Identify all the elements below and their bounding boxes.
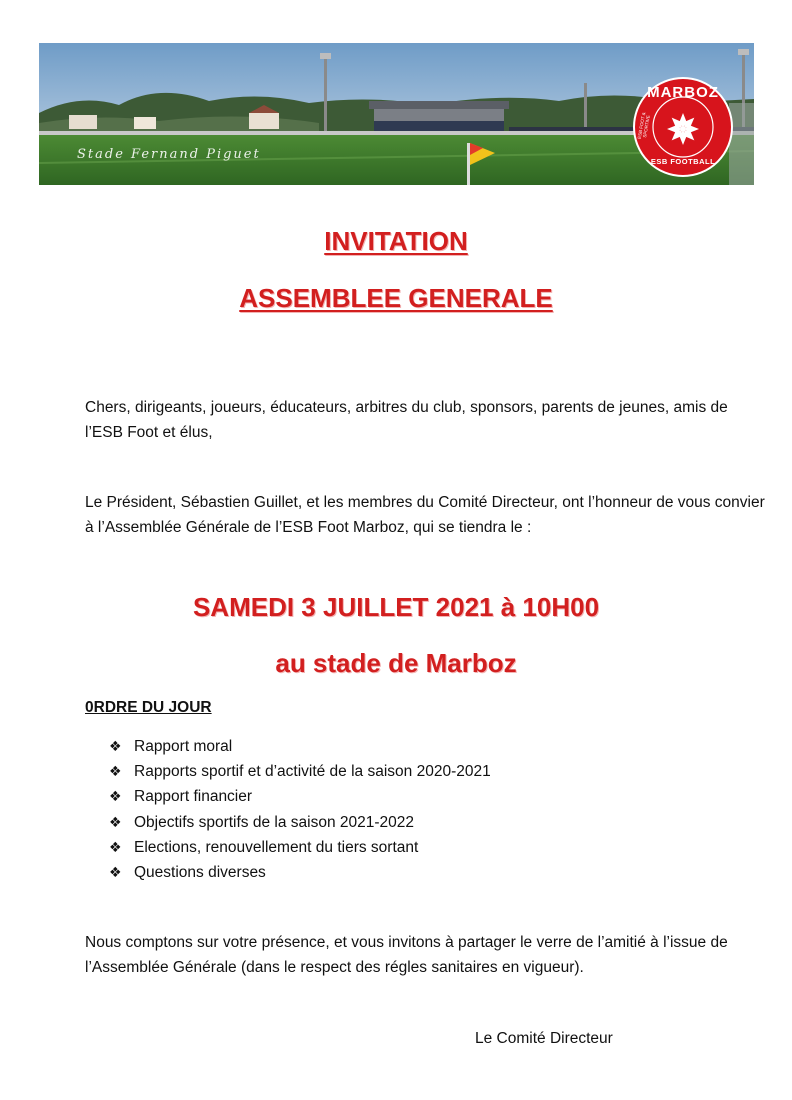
agenda-item-label: Rapports sportif et d’activité de la saison 2020-2021 [134, 763, 491, 781]
agenda-item-label: Questions diverses [134, 864, 266, 882]
logo-ring-text: ESB FOOT & SPORTIVE [636, 111, 651, 140]
diamond-bullet-icon: ❖ [109, 864, 122, 881]
stadium-banner [39, 43, 754, 185]
signature: Le Comité Directeur [475, 1030, 613, 1047]
diamond-bullet-icon: ❖ [109, 763, 122, 780]
invitation-title: INVITATION [324, 226, 468, 256]
logo-name: MARBOZ [647, 84, 719, 101]
diamond-bullet-icon: ❖ [109, 738, 122, 754]
diamond-bullet-icon: ❖ [109, 788, 122, 805]
list-item [109, 835, 491, 860]
closing-paragraph: Nous comptons sur votre présence, et vous invitons à partager le verre de l’amitié à l’issue de l’Assemblée Générale (dans le respect des régles sanitaires en vigueur). [85, 934, 728, 976]
logo-subtitle: ESB FOOTBALL [650, 157, 716, 166]
agenda-item-label: Rapport financier [134, 788, 253, 806]
event-date: SAMEDI 3 JUILLET 2021 à 10H00 [192, 592, 600, 622]
greeting-paragraph: Chers, dirigeants, joueurs, éducateurs, arbitres du club, sponsors, parents de jeunes, amis de l’ESB Foot et élus, [85, 399, 728, 441]
club-logo [633, 77, 733, 177]
agenda-item-label: Elections, renouvellement du tiers sortant [134, 838, 419, 856]
diamond-bullet-icon: ❖ [109, 813, 122, 830]
agenda-item-label: Rapport moral [134, 738, 233, 755]
assembly-title: ASSEMBLEE GENERALE [239, 283, 553, 313]
agenda-list [109, 734, 491, 885]
list-item [109, 810, 491, 835]
stadium-caption: Stade Fernand Piguet [77, 147, 261, 162]
list-item [109, 860, 491, 885]
agenda-item-label: Objectifs sportifs de la saison 2021-2022 [134, 813, 415, 831]
event-place: au stade de Marboz [275, 648, 517, 678]
agenda-title: 0RDRE DU JOUR [85, 699, 212, 716]
list-item [109, 759, 491, 784]
intro-paragraph: Le Président, Sébastien Guillet, et les membres du Comité Directeur, ont l’honneur de vous convier à l’Assemblée Générale de l’ESB Foot Marboz, qui se tiendra le : [85, 494, 765, 536]
diamond-bullet-icon: ❖ [109, 838, 122, 855]
list-item [109, 734, 491, 759]
list-item [109, 784, 491, 809]
